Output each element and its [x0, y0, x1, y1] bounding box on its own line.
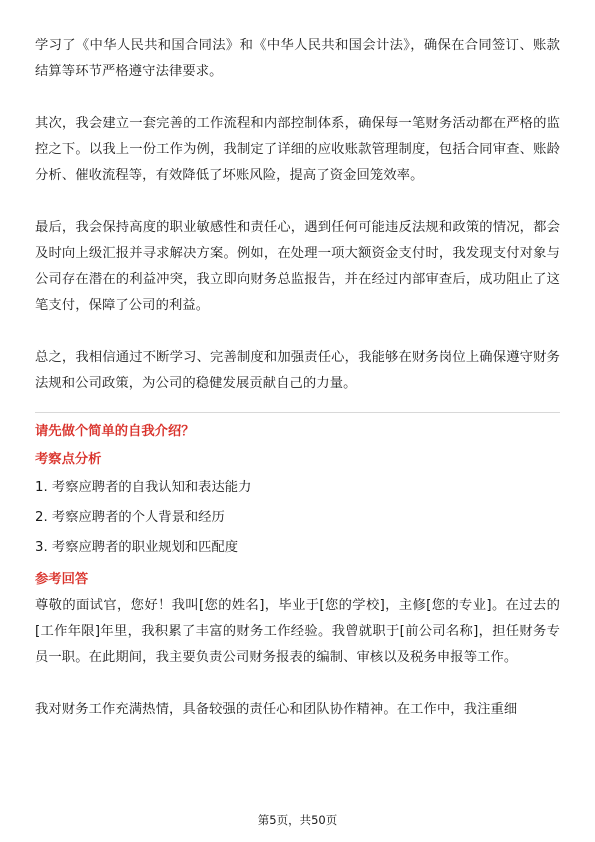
paragraph-gap	[35, 671, 560, 697]
analysis-item-3: 3. 考察应聘者的职业规划和匹配度	[35, 540, 239, 555]
section-divider	[35, 412, 560, 413]
analysis-heading: 考察点分析	[35, 452, 102, 467]
page-number: 第5页，共50页	[257, 813, 338, 827]
paragraph-gap	[35, 189, 560, 215]
body-paragraph-1: 学习了《中华人民共和国合同法》和《中华人民共和国会计法》，确保在合同签订、账款结算等环节严格遵守法律要求。	[35, 38, 560, 79]
analysis-list	[35, 475, 560, 561]
analysis-item-2: 2. 考察应聘者的个人背景和经历	[35, 510, 225, 525]
paragraph-gap	[35, 319, 560, 345]
answer-paragraph-2: 我对财务工作充满热情，具备较强的责任心和团队协作精神。在工作中，我注重细	[35, 702, 518, 717]
body-paragraph-2: 其次，我会建立一套完善的工作流程和内部控制体系，确保每一笔财务活动都在严格的监控之下。以我上一份工作为例，我制定了详细的应收账款管理制度，包括合同审查、账龄分析、催收流程等，有效降低了坏账风险，提高了资金回笼效率。	[35, 116, 560, 183]
paragraph-gap	[35, 85, 560, 111]
body-paragraph-4: 总之，我相信通过不断学习、完善制度和加强责任心，我能够在财务岗位上确保遵守财务法规和公司政策，为公司的稳健发展贡献自己的力量。	[35, 350, 560, 391]
answer-paragraph-1: 尊敬的面试官，您好！我叫[您的姓名]，毕业于[您的学校]，主修[您的专业]。在过去的[工作年限]年里，我积累了丰富的财务工作经验。我曾就职于[前公司名称]，担任财务专员一职。在此期间，我主要负责公司财务报表的编制、审核以及税务申报等工作。	[35, 598, 560, 665]
question-title: 请先做个简单的自我介绍？	[35, 424, 195, 439]
analysis-item-1: 1. 考察应聘者的自我认知和表达能力	[35, 480, 252, 495]
document-page	[35, 33, 560, 723]
body-paragraph-3: 最后，我会保持高度的职业敏感性和责任心，遇到任何可能违反法规和政策的情况，都会及时向上级汇报并寻求解决方案。例如，在处理一项大额资金支付时，我发现支付对象与公司存在潜在的利益冲突，我立即向财务总监报告，并在经过内部审查后，成功阻止了这笔支付，保障了公司的利益。	[35, 220, 560, 313]
answer-heading: 参考回答	[35, 572, 89, 587]
